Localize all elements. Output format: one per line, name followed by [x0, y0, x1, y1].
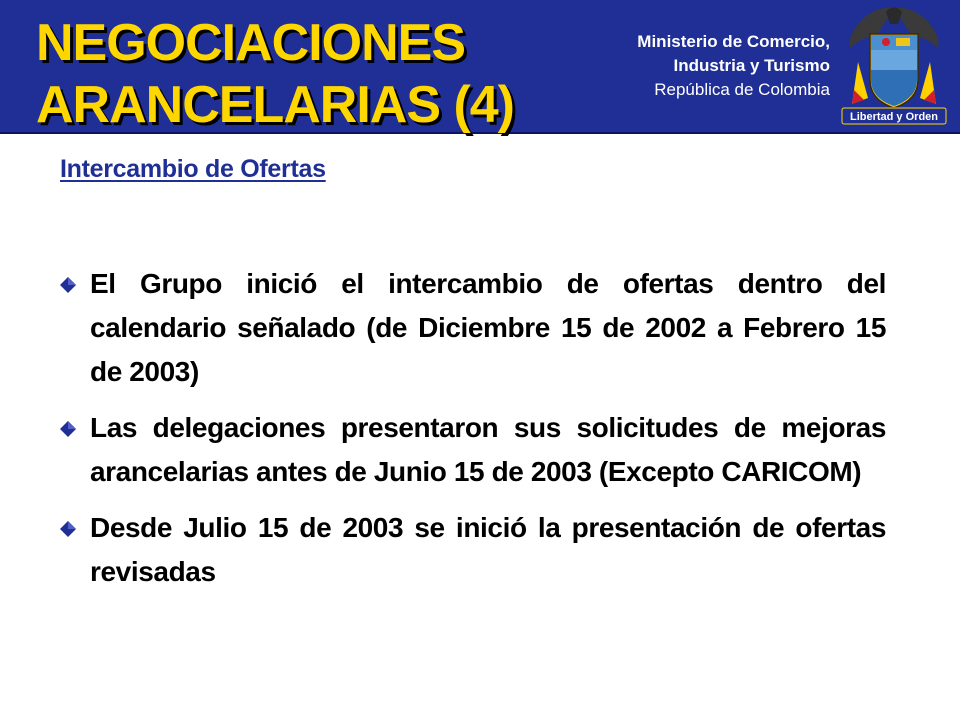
- title-line-2: ARANCELARIAS (4): [36, 76, 514, 134]
- title-line-1: NEGOCIACIONES: [36, 14, 466, 72]
- header-band: [0, 0, 960, 134]
- ministry-block: [637, 30, 830, 102]
- diamond-bullet-icon: [60, 521, 76, 537]
- ministry-line-1: Ministerio de Comercio,: [637, 32, 830, 51]
- bullet-item: [60, 406, 886, 494]
- crest-motto: Libertad y Orden: [849, 111, 939, 123]
- bullet-item: [60, 506, 886, 594]
- ministry-line-2: Industria y Turismo: [673, 56, 830, 75]
- bullet-list: [60, 262, 886, 606]
- slide-title: [36, 12, 514, 136]
- bullet-text: Las delegaciones presentaron sus solicitudes de mejoras arancelarias antes de Junio 15 de 2003 (Excepto CARICOM): [90, 412, 886, 487]
- bullet-text: Desde Julio 15 de 2003 se inició la presentación de ofertas revisadas: [90, 512, 886, 587]
- diamond-bullet-icon: [60, 277, 76, 293]
- ministry-line-3: República de Colombia: [654, 80, 830, 99]
- bullet-item: [60, 262, 886, 394]
- coat-of-arms-icon: [838, 4, 950, 128]
- section-subtitle: Intercambio de Ofertas: [60, 155, 326, 183]
- bullet-text: El Grupo inició el intercambio de ofertas dentro del calendario señalado (de Diciembre 15 de 2002 a Febrero 15 de 2003): [90, 268, 886, 387]
- diamond-bullet-icon: [60, 421, 76, 437]
